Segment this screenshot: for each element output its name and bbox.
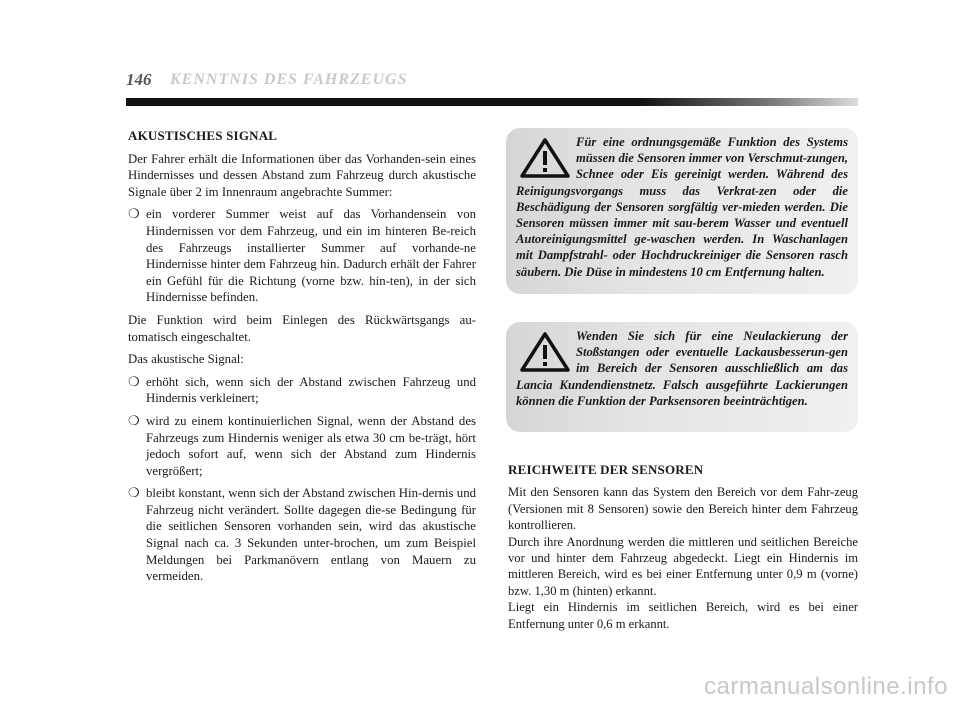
right-column xyxy=(508,462,858,632)
heading-akustisches-signal: AKUSTISCHES SIGNAL xyxy=(128,128,278,143)
warning-triangle-icon xyxy=(520,138,570,178)
header-rule xyxy=(126,98,858,106)
warning-box-repainting xyxy=(506,322,858,432)
warning-triangle-icon xyxy=(520,332,570,372)
intro-paragraph: Der Fahrer erhält die Informationen über das Vorhanden-sein eines Hindernisses und dessen Abstand zum Fahrzeug durch akustische Signale über 2 im Innenraum angebrachte Summer: xyxy=(128,151,476,199)
list-item xyxy=(128,413,476,479)
paragraph-signal: Das akustische Signal: xyxy=(128,352,244,367)
list-item xyxy=(128,485,476,585)
bullet-mark: ❍ xyxy=(128,206,140,222)
paragraph: Durch ihre Anordnung werden die mittleren und seitlichen Bereiche vor und hinter dem Fahrzeug abgedeckt. Liegt ein Hindernis im mittleren Bereich, wird es bei einer Entfernung unter 0,9 m (vorne) bzw. 1,30 m (hinten) erkannt. xyxy=(508,534,858,598)
warning-box-sensor-cleaning xyxy=(506,128,858,294)
page-header xyxy=(126,70,856,94)
list-item-text: ein vorderer Summer weist auf das Vorhandensein von Hindernissen vor dem Fahrzeug, und ein im hinteren Be-reich des Fahrzeugs installierter Summer auf vorhande-ne Hindernisse hinter dem Fahrzeug hin. Dadurch erhält der Fahrer ein Gefühl für die Richtung (vorne bzw. hin-ten), in der sich Hindernisse befinden. xyxy=(146,207,476,305)
bullet-mark: ❍ xyxy=(128,485,140,501)
paragraph: Mit den Sensoren kann das System den Bereich vor dem Fahr-zeug (Versionen mit 8 Sensoren) sowie den Bereich hinter dem Fahrzeug kontrollieren. xyxy=(508,485,858,533)
warning-text: Wenden Sie sich für eine Neulackierung der Stoßstangen oder eventuelle Lackausbesserun-gen im Bereich der Sensoren ausschließlich am das Lancia Kundendienstnetz. Falsch ausgeführte Lackierungen können die Funktion der Parksensoren beeinträchtigen. xyxy=(516,329,848,408)
heading-reichweite: REICHWEITE DER SENSOREN xyxy=(508,462,704,477)
list-item-text: wird zu einem kontinuierlichen Signal, wenn der Abstand des Fahrzeugs zum Hindernis weniger als etwa 30 cm be-trägt, hört jedoch sofort auf, wenn sich der Abstand zum Hindernis vergrößert; xyxy=(146,413,476,478)
list-item-text: bleibt konstant, wenn sich der Abstand zwischen Hin-dernis und Fahrzeug nicht verändert. Sollte dagegen die-se Bedingung für die seitlichen Sensoren vorhanden sein, wird das akustische Signal nach ca. 3 Sekunden unter-brochen, um zum Beispiel Meldungen bei Parkmanövern entlang von Mauern zu vermeiden. xyxy=(146,486,476,584)
page-number: 146 xyxy=(126,70,152,89)
list-item xyxy=(128,206,476,306)
section-title: KENNTNIS DES FAHRZEUGS xyxy=(170,71,408,88)
list-item-text: erhöht sich, wenn sich der Abstand zwischen Fahrzeug und Hindernis verkleinert; xyxy=(146,374,476,406)
list-item xyxy=(128,374,476,407)
bullet-mark: ❍ xyxy=(128,412,140,428)
paragraph: Liegt ein Hindernis im seitlichen Bereich, wird es bei einer Entfernung unter 0,6 m erkannt. xyxy=(508,600,858,631)
left-column xyxy=(128,128,476,591)
paragraph-activation: Die Funktion wird beim Einlegen des Rückwärtsgangs au-tomatisch eingeschaltet. xyxy=(128,312,476,344)
watermark: carmanualsonline.info xyxy=(704,673,948,700)
warning-text: Für eine ordnungsgemäße Funktion des Systems müssen die Sensoren immer von Verschmut-zungen, Schnee oder Eis gereinigt werden. Während des Reinigungsvorgangs muss das Verkrat-zen oder die Beschädigung der Sensoren sorgfältig ver-mieden werden. Die Sensoren müssen immer mit sau-berem Wasser und eventuell Autoreinigungsmittel ge-waschen werden. In Waschanlagen mit Dampfstrahl- oder Hochdruckreiniger die Sensoren rasch säubern. Die Düse in mindestens 10 cm Entfernung halten. xyxy=(516,135,848,279)
bullet-mark: ❍ xyxy=(128,373,140,389)
